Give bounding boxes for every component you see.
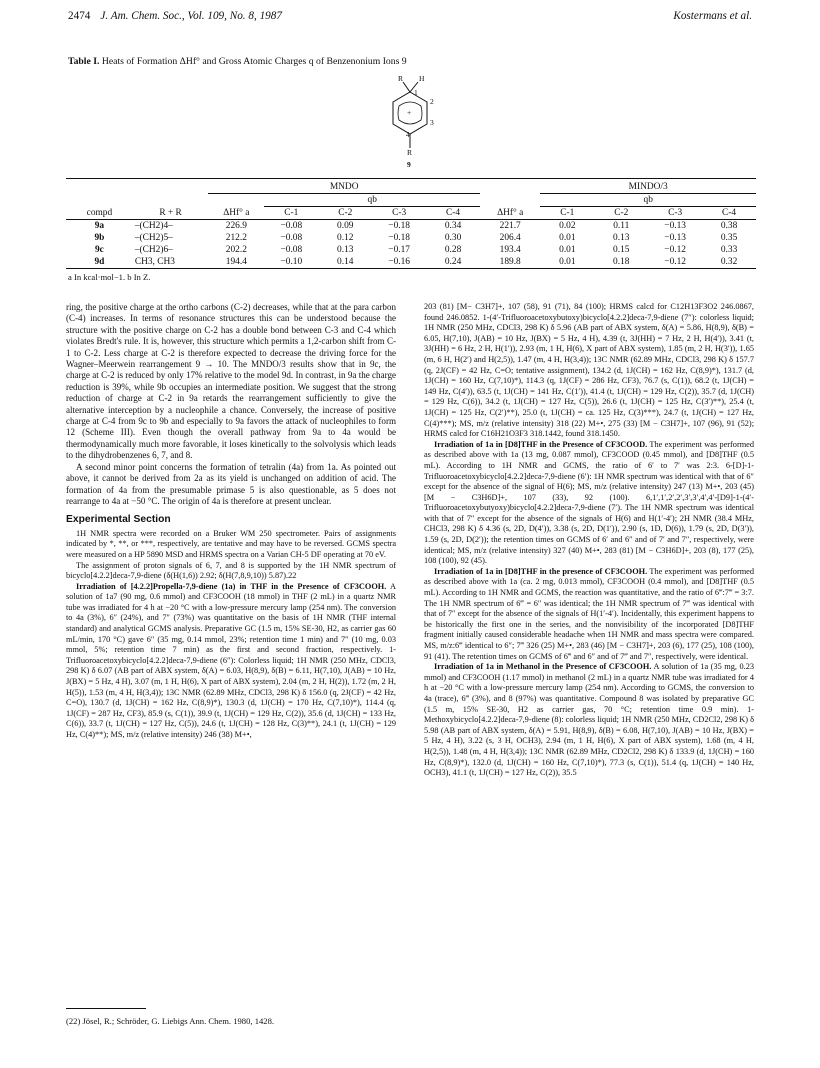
table-cell: 189.8 <box>480 256 540 269</box>
page-number: 2474 <box>68 10 91 22</box>
table-cell: 0.28 <box>444 245 462 255</box>
structure-label-3: 3 <box>430 118 434 127</box>
experimental-paragraph <box>424 567 754 662</box>
table-cell: −0.12 <box>648 256 702 269</box>
table-row <box>66 256 756 269</box>
table-cell: 9d <box>66 256 133 269</box>
column-header: C-2 <box>594 207 648 220</box>
table-cell: −0.16 <box>372 256 426 269</box>
table-cell: 9b <box>94 233 105 243</box>
author-header: Kostermans et al. <box>673 10 752 22</box>
heats-of-formation-table <box>66 178 756 269</box>
table-cell: 0.13 <box>337 245 354 255</box>
table-row <box>66 232 756 244</box>
right-text-column <box>424 302 754 779</box>
reference-divider <box>66 1008 146 1009</box>
benzenonium-ring-drawing <box>355 74 465 174</box>
table-cell: 0.01 <box>540 256 594 269</box>
table-cell: 0.01 <box>559 245 576 255</box>
mindo3-group-header: MINDO/3 <box>540 181 756 194</box>
table-cell: 202.2 <box>225 245 247 255</box>
structure-label-2: 2 <box>430 97 434 106</box>
column-header: C-4 <box>426 207 480 220</box>
structure-label-r-bottom: R <box>407 148 413 157</box>
experiment-title: Irradiation of 1a in [D8]THF in the presence of CF3COOH. <box>434 566 648 576</box>
table-cell: 193.4 <box>499 245 521 255</box>
table-cell: 9c <box>94 245 104 255</box>
table-cell: −0.08 <box>280 245 303 255</box>
column-header: C-3 <box>372 207 426 220</box>
table-column-header-row <box>66 207 756 220</box>
table-row <box>66 220 756 233</box>
experiment-title: Irradiation of 1a in Methanol in the Presence of CF3COOH. <box>434 662 652 672</box>
column-header: R + R <box>133 207 208 220</box>
table-cell: 212.2 <box>225 233 247 243</box>
running-header <box>68 10 752 28</box>
experiment-text: The experiment was performed as described above with 1a (13 mg, 0.087 mmol), CF3COOD (0.45 mmol), and [D8]THF (0.5 mL). According to 1H NMR and GCMS, the ratio of 6′ to 7′ was 2:3. 6-[D]-1-Trifluoroacetoxybicyclo[4.2.2]deca-7,9-diene (6′): 1H NMR spectrum was identical with that of 6″ except for the absence of the signal of H(6); MS, m/z (relative intensity) 247 (13) M+•, 203 (45) [M − C3H6D]+, 107 (33), 92 (100). 6,1′,1′,2′,2′,3′,3′,4′,4′-[D9]-1-(4′-Trifluoroacetoxybutyoxy)bicyclo[4.2.2]deca-7,9-diene (7′). The 1H NMR spectrum was identical with that of 7″ except for the absence of the signals of H(6) and H(1′-4′); 2H NMR (38.4 MHz, CHCl3, 298 K) δ 4.36 (s, 2D, D(4′)), 3.38 (s, 2D, D(1′)), 2.90 (s, 1D, D(6)), 1.79 (s, 2D, D(3′)), 1.59 (s, 2D, D(2′)); the retention times on GCMS of 6′ and 6″ and of 7′ and 7″, respectively, were identical; MS, m/z (relative intensity) 327 (40) M+•, 283 (81) [M − C3H6D]+, 203 (8), 177 (25), 108 (100), 92 (45). <box>424 439 754 566</box>
left-text-column <box>66 302 396 741</box>
structure-label-r-top: R <box>398 74 404 83</box>
table-cell: 0.33 <box>720 245 738 255</box>
table-cell: 0.02 <box>559 221 576 231</box>
experiment-text: A solution of 1a7 (90 mg, 0.6 mmol) and CF3COOH (18 mmol) in THF (2 mL) in a quartz NMR tube was irradiated for 4 h at −20 °C with a low-pressure mercury lamp (254 nm). The conversion to 4a (3%), 6″ (24%), and 7″ (73%) was quantitative on the basis of 1H NMR (THF internal standard) and analytical GCMS analysis. Preparative GC (1.5 m, 15% SE-30, H2, as carrier gas 60 mL/min, 170 °C) gave 6″ (35 mg, 0.14 mmol, 23%; retention time 1 min) and 7″ (10 mg, 0.03 mmol, 5%; retention time 7 min) as the first and second fraction, respectively. 1-Trifluoroacetoxybicyclo[4.2.2]deca-7,9-diene (6″): Colorless liquid; 1H NMR (250 MHz, CDCl3, 298 K) δ 6.07 (AB part of ABX system, δ(A) = 6.03, H(8,9), δ(B) = 6.11, H(7,10), J(AB) = 10 Hz, J(BX) = 5 Hz, 4 H), 3.07 (m, 1 H, H(6), X part of ABX system), 2.04 (m, 2 H, H(2)), 1.72 (m, 2 H, H(5)), 1.53 (m, 4 H, H(3,4)); 13C NMR (62.89 MHz, CDCl3, 298 K) δ 156.0 (q, 2J(CF) = 42 Hz, C=O), 130.7 (d, 1J(CH) = 162 Hz, C(8,9)*), 130.3 (d, 1J(CH) = 170 Hz, C(7,10)*), 114.4 (q, 1J(CF) = 287 Hz, CF3), 85.9 (s, C(1)), 39.9 (t, 1J(CH) = 129 Hz, C(2)), 35.6 (d, 1J(CH) = 133 Hz, C(6)), 33.7 (t, 1J(CH) = 127 Hz, C(5)), 24.6 (t, 1J(CH) = 128 Hz, C(3)**), 24.1 (t, 1J(CH) = 129 Hz, C(4)**); MS, m/z (relative intensity) 246 (38) M+•, <box>66 581 396 739</box>
table-cell: –(CH2)6– <box>134 245 173 255</box>
table-row <box>66 244 756 256</box>
table-cell: −0.08 <box>280 233 303 243</box>
table-cell: –(CH2)4– <box>134 221 173 231</box>
experimental-paragraph: The assignment of proton signals of 6, 7, and 8 is supported by the 1H NMR spectrum of bicyclo[4.2.2]deca-7,9-diene (δ(H(1,6)) 2.92; δ(H(7,8,9,10)) 5.87).22 <box>66 560 396 581</box>
table-cell: 9a <box>94 221 105 231</box>
table-cell: −0.13 <box>664 233 686 243</box>
column-header: ΔHf° a <box>480 207 540 220</box>
experimental-paragraph <box>424 440 754 567</box>
body-paragraph: ring, the positive charge at the ortho carbons (C-2) decreases, while that at the para carbon (C-4) increases. In terms of resonance structures this can be understood because the structure with the positive charge on C-2 has a double bond between C-3 and C-4 which violates Bredt's rule. It is, however, this structure which permits a 1,2-carbon shift from C-1 to C-2. Less charge at C-2 is therefore expected to decrease the driving force for the Wagner–Meerwein rearrangement 9 → 10. The MNDO/3 results show that in 9c, the charge at C-2 is reduced by only 17% relative to the model 9d. In contrast, in 9a the charge reduction is 39%, while 9b occupies an intermediate position. We suggest that the strong reduction of charge at C-2 in 9a retards the rearrangement sufficiently to give the alternative interception by a nucleophile a chance. Conversely, the increase of positive charge at C-4 from 9c to 9b and especially to 9a favors the attack of nucleophiles to form 12 (Scheme III). Even though the overall pathway from 9a to 4a would be thermodynamically much more favorable, it loses kinetically to the solvolysis which leads to the dihydrobenzenes 6, 7, and 8. <box>66 302 396 461</box>
column-header: ΔHf° a <box>208 207 264 220</box>
table-cell: 0.13 <box>613 233 630 243</box>
mndo-q-header: qb <box>264 194 480 207</box>
table-group-header-row <box>66 181 756 194</box>
table-cell: −0.12 <box>664 245 686 255</box>
column-header: compd <box>66 207 133 220</box>
table-cell: 0.24 <box>426 256 480 269</box>
experiment-text: The experiment was performed as described above with 1a (ca. 2 mg, 0.013 mmol), CF3COOH (0.4 mmol), and [D8]THF (0.5 mL). According to 1H NMR and GCMS, the reaction was quantitative, and the ratio of 6‴:7‴ = 3:7. The 1H NMR spectrum of 6‴ = 6″ was identical; the 1H NMR spectrum of 7‴ was identical with that of 7″ except for the absence of the signals of H(1′-4′). Incidentally, this experiment happens to be historically the first one in the series, and the nonvisibility of the incorporated [D8]THF fragment initially caused considerable headache when 1H NMR and mass spectra were compared. MS, m/z:6‴ identical to 6″; 7‴ 326 (25) M+•, 283 (46) [M − C3H7]+, 203 (6), 177 (25), 108 (100), 91 (41). The retention times on GCMS of 6‴ and 6″ and of 7‴ and 7″, respectively, were identical. <box>424 566 754 661</box>
journal-citation: J. Am. Chem. Soc., Vol. 109, No. 8, 1987 <box>100 10 282 22</box>
column-header: C-1 <box>264 207 318 220</box>
experimental-paragraph <box>66 582 396 741</box>
experimental-paragraph: 1H NMR spectra were recorded on a Bruker WM 250 spectrometer. Pairs of assignments indicated by *, **, or ***, respectively, are tentative and may have to be reversed. GCMS spectra were measured on a HP 5890 MSD and HRMS spectra on a Varian CH-5 DF operating at 70 eV. <box>66 528 396 559</box>
table-cell: −0.10 <box>264 256 318 269</box>
table-q-header-row <box>66 194 756 207</box>
table-cell: −0.13 <box>664 221 686 231</box>
table-caption-label: Table I. <box>68 56 100 67</box>
section-heading: Experimental Section <box>66 514 171 526</box>
experiment-title: Irradiation of [4.2.2]Propella-7,9-diene (1a) in THF in the Presence of CF3COOH. <box>76 581 387 591</box>
table-cell: −0.18 <box>388 221 410 231</box>
body-paragraph: A second minor point concerns the formation of tetralin (4a) from 1a. As pointed out above, it cannot be derived from 2a as its yield is unchanged on addition of acid. The formation of 4a from the presumable primase 5 is also questionable, as 5 does not rearrange to 4a at −50 °C. The origin of 4a is therefore at present unclear. <box>66 461 396 506</box>
table-cell: 0.14 <box>318 256 372 269</box>
experiment-text: A solution of 1a (35 mg, 0.23 mmol) and CF3COOH (1.17 mmol) in methanol (2 mL) in a quartz NMR tube was irradiated for 4 h at −20 °C with a low-pressure mercury lamp (254 nm). According to GCMS, the conversion to 4a (trace), 6‴ (3%), and 8 (97%) was quantitative. Compound 8 was isolated by preparative GC (1.5 m, 15% SE-30, H2 as carrier gas, 70 °C; retention time 0.9 min). 1-Methoxybicyclo[4.2.2]deca-7,9-diene (8): colorless liquid; 1H NMR (250 MHz, CD2Cl2, 298 K) δ 5.98 (AB part of ABX system, δ(A) = 5.91, H(8,9), δ(B) = 6.08, H(7,10), J(AB) = 10 Hz, J(BX) = 5 Hz, 4 H), 3.22 (s, 3 H, OCH3), 2.94 (m, 1 H, H(6), X part of ABX system), 1.68 (m, 4 H, H(2,5)), 1.48 (m, 4 H, H(3,4)); 13C NMR (62.89 MHz, CD2Cl2, 298 K) δ 133.9 (d, 1J(CH) = 160 Hz, C(8,9)*), 132.0 (d, 1J(CH) = 160 Hz, C(7,10)*), 77.3 (s, C(1)), 51.4 (q, 1J(CH) = 140 Hz, OCH3), 41.1 (t, 1J(CH) = 127 Hz, C(2)), 35.5 <box>424 662 755 778</box>
table-cell: 206.4 <box>499 233 521 243</box>
table-caption-text: Heats of Formation ΔHf° and Gross Atomic Charges q of Benzenonium Ions 9 <box>101 56 407 67</box>
experiment-title: Irradiation of 1a in [D8]THF in the Presence of CF3COOD. <box>434 439 648 449</box>
structure-compound-number: 9 <box>407 160 411 169</box>
mndo-group-header: MNDO <box>208 181 480 194</box>
column-header: C-4 <box>702 207 756 220</box>
table-cell: 0.34 <box>444 221 462 231</box>
experimental-paragraph <box>424 662 754 779</box>
experimental-paragraph: 203 (81) [M− C3H7]+, 107 (58), 91 (71), 84 (100); HRMS calcd for C12H13F3O2 246.0867, found 246.0852. 1-(4′-Trifluoroacetoxybutoxy)bicyclo[4.2.2]deca-7,9-diene (7″): colorless liquid; 1H NMR (250 MHz, CDCl3, 298 K) δ 5.96 (AB part of ABX system, δ(A) = 5.86, H(8,9), δ(B) = 6.05, H(7,10), J(AB) = 10 Hz, J(BX) = 5 Hz, 4 H), 4.39 (t, 3J(HH) = 7 Hz, 2 H, H(4′)), 3.41 (t, 3J(HH) = 6 Hz, 2 H, H(1′)), 2.93 (m, 1 H, H(6), X part of ABX system), 1.85 (m, 2 H, H(3′)), 1.65 (m, 6 H, H(2′) and H(2,5)), 1.47 (m, 4 H, H(3,4)); 13C NMR (62.89 MHz, CDCl3, 298 K) δ 157.7 (q, 2J(CF) = 42 Hz, C=O; tentative assignment), 134.2 (d, 1J(CH) = 162 Hz, C(8,9)*), 131.7 (d, 1J(CH) = 160 Hz, C(7,10)*), 114.3 (q, 1J(CF) = 286 Hz, CF3), 76.7 (s, C(1)), 68.2 (t, 1J(CH) = 149 Hz, C(4′)), 63.5 (t, 1J(CH) = 141 Hz, C(1′)), 41.4 (t, 1J(CH) = 129 Hz, C(2)), 35.7 (d, 1J(CH) = 129 Hz, C(6)), 34.2 (t, 1J(CH) = 127 Hz, C(5)), 26.6 (t, 1J(CH) = 125 Hz, C(3′)**), 25.4 (t, 1J(CH) = 125 Hz, C(2′)**), 25.0 (t, 1J(CH) = ca. 125 Hz, C(3)***), 24.7 (t, 1J(CH) = 127 Hz, C(4)***); MS, m/z (relative intensity) 318 (22) M+•, 275 (33) [M − C3H7]+, 107 (96), 91 (52); HRMS calcd for C16H21O3F3 318.1442, found 318.1450. <box>424 302 754 439</box>
table-cell: 226.9 <box>225 221 247 231</box>
structure-label-plus: + <box>407 108 412 117</box>
benzenonium-structure-diagram <box>355 74 465 174</box>
structure-label-4: 4 <box>406 130 410 139</box>
reference-22: (22) Jösel, R.; Schröder, G. Liebigs Ann. Chem. 1980, 1428. <box>66 1016 275 1026</box>
table-cell: 0.30 <box>444 233 462 243</box>
table-cell: 0.01 <box>559 233 576 243</box>
table-cell: 0.11 <box>613 221 630 231</box>
table-cell: 0.15 <box>613 245 630 255</box>
table-cell: CH3, CH3 <box>133 256 208 269</box>
table-cell: 0.35 <box>720 233 738 243</box>
column-header: C-2 <box>318 207 372 220</box>
table-cell: 194.4 <box>208 256 264 269</box>
structure-label-h: H <box>419 74 425 83</box>
table-cell: 0.38 <box>720 221 738 231</box>
table-cell: 0.18 <box>594 256 648 269</box>
mindo3-q-header: qb <box>540 194 756 207</box>
table-cell: –(CH2)5– <box>134 233 173 243</box>
table-cell: −0.17 <box>388 245 410 255</box>
table-cell: 221.7 <box>499 221 521 231</box>
column-header: C-1 <box>540 207 594 220</box>
table-cell: −0.08 <box>280 221 303 231</box>
structure-label-1: 1 <box>414 88 418 97</box>
table-cell: −0.18 <box>388 233 410 243</box>
table-footnote: a In kcal·mol−1. b In Z. <box>68 272 151 282</box>
column-header: C-3 <box>648 207 702 220</box>
table-cell: 0.09 <box>337 221 354 231</box>
table-cell: 0.32 <box>702 256 756 269</box>
table-cell: 0.12 <box>337 233 354 243</box>
table-caption <box>68 56 407 67</box>
